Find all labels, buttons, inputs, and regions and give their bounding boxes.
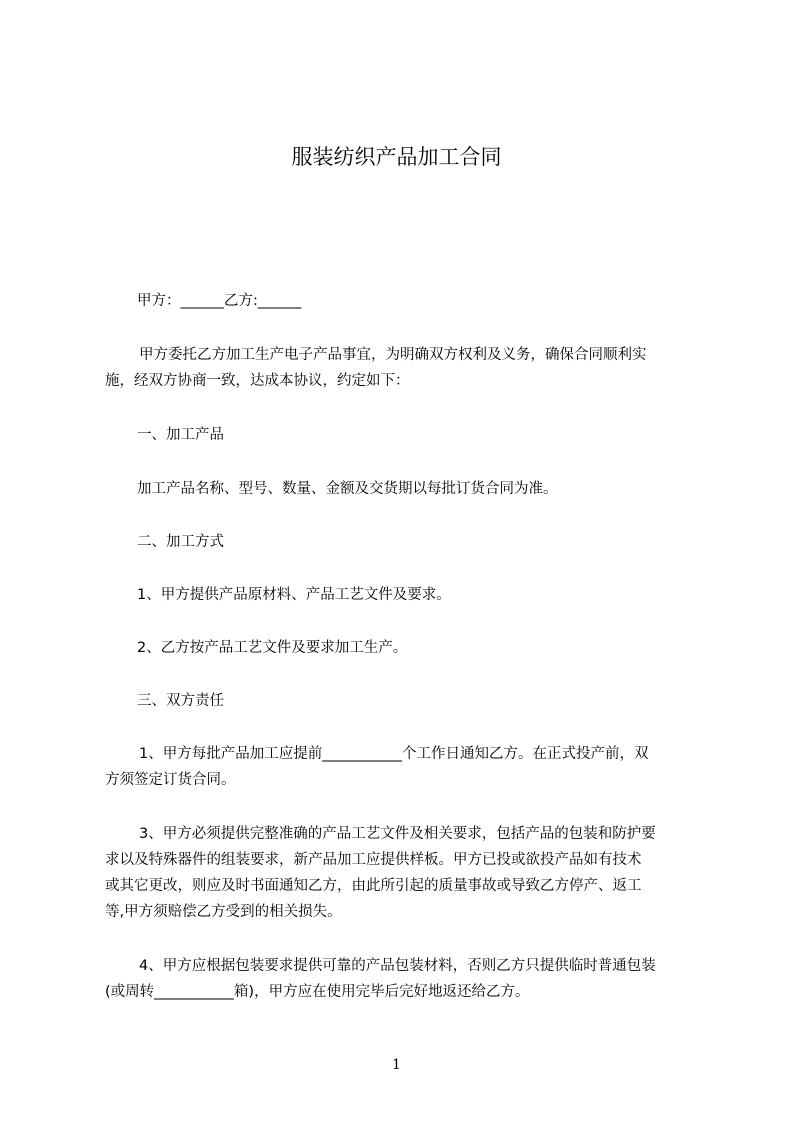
section-3-item-1-line-2: 方须签定订货合同。 [105, 772, 236, 788]
section-3-item-4-line-1: 4、甲方应根据包装要求提供可靠的产品包装材料，否则乙方只提供临时普通包装 [139, 958, 656, 974]
section-3-item-3-line-4: 等,甲方须赔偿乙方受到的相关损失。 [105, 904, 342, 920]
section-3-item-3-line-1: 3、甲方必须提供完整准确的产品工艺文件及相关要求，包括产品的包装和防护要 [139, 826, 656, 842]
section-2-item-2: 2、乙方按产品工艺文件及要求加工生产。 [137, 640, 408, 656]
section-2-item-1: 1、甲方提供产品原材料、产品工艺文件及要求。 [137, 587, 451, 603]
section-1-text: 加工产品名称、型号、数量、金额及交货期以每批订货合同为准。 [137, 481, 558, 497]
intro-line-1: 甲方委托乙方加工生产电子产品事宜，为明确双方权利及义务，确保合同顺利实 [139, 347, 647, 363]
section-3-item-4-line-2: (或周转___________箱)，甲方应在使用完毕后完好地返还给乙方。 [105, 984, 530, 1000]
section-3-item-1-line-1: 1、甲方每批产品加工应提前___________个工作日通知乙方。在正式投产前，双 [139, 746, 649, 762]
page-number: 1 [392, 1057, 401, 1073]
intro-line-2: 施，经双方协商一致，达成本协议，约定如下： [105, 373, 410, 389]
section-1-heading: 一、加工产品 [137, 427, 224, 443]
section-3-item-3-line-3: 或其它更改，则应及时书面通知乙方，由此所引起的质量事故或导致乙方停产、返工 [105, 878, 642, 894]
section-3-item-3-line-2: 求以及特殊器件的组装要求，新产品加工应提供样板。甲方已投或欲投产品如有技术 [105, 852, 642, 868]
section-3-heading: 三、双方责任 [137, 693, 224, 709]
parties-line: 甲方：______乙方:______ [137, 293, 302, 309]
document-title: 服装纺织产品加工合同 [291, 145, 502, 169]
section-2-heading: 二、加工方式 [137, 534, 224, 550]
